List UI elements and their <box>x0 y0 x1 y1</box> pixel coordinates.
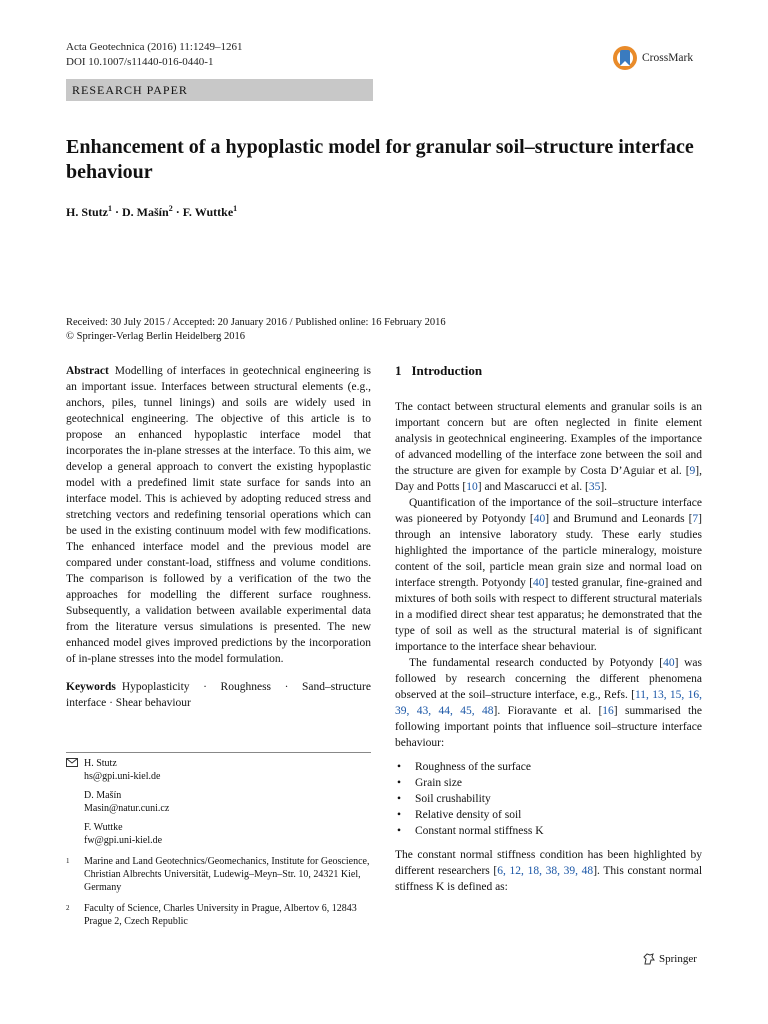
text-run: ] through an intensive laboratory study. These early studies highlighted the importance of the particle mineralogy, moisture content of the soil, particle mean grain size and normal load on interface strength. Potyondy [ <box>395 513 702 589</box>
author-name[interactable]: H. Stutz <box>66 205 108 219</box>
abstract-label: Abstract <box>66 365 109 377</box>
list-item: • Soil crushability <box>395 791 702 807</box>
author-name[interactable]: D. Mašín <box>122 205 169 219</box>
author-name[interactable]: F. Wuttke <box>182 205 234 219</box>
doi[interactable]: DOI 10.1007/s11440-016-0440-1 <box>66 56 214 68</box>
affiliation <box>66 855 371 894</box>
text-run: ] summarised the following important points that influence soil–structure interface behaviour: <box>395 705 703 749</box>
contact-name: H. Stutz <box>84 758 117 769</box>
publisher-name: Springer <box>659 953 697 965</box>
list-item: • Roughness of the surface <box>395 759 702 775</box>
citation-link[interactable]: 9 <box>689 465 696 477</box>
contact-name: F. Wuttke <box>84 822 123 833</box>
right-column <box>395 363 702 895</box>
paper-title: Enhancement of a hypoplastic model for granular soil–structure interface behaviour <box>66 136 694 183</box>
affiliation-mark: 1 <box>108 204 112 213</box>
crossmark-label: CrossMark <box>642 52 694 64</box>
journal-citation: Acta Geotechnica (2016) 11:1249–1261 <box>66 41 243 53</box>
affiliation-number: 1 <box>66 857 70 865</box>
citation-link[interactable]: 40 <box>533 577 545 589</box>
left-column <box>66 363 371 711</box>
citation-link[interactable]: 40 <box>663 657 675 669</box>
section-bar: RESEARCH PAPER <box>66 79 373 101</box>
text-run: ] and Brumund and Leonards [ <box>545 513 693 525</box>
text-run: The contact between structural elements and granular soils is an important concern but are often neglected in finite element analysis in geotechnical engineering. Examples of the importance of advanced modelling of the interface zone between the soil and the structure are given for example by Costa D’Aguiar et al. [ <box>395 401 702 477</box>
contact-person <box>84 821 371 847</box>
list-item: • Constant normal stiffness K <box>395 823 702 839</box>
text-run: ], Day and Potts [ <box>395 465 702 493</box>
envelope-icon <box>66 758 78 767</box>
citation-link[interactable]: 7 <box>692 513 699 525</box>
text-run: The fundamental research conducted by Potyondy [ <box>409 657 664 669</box>
text-run: Quantification of the importance of the soil–structure interface was pioneered by Potyondy [ <box>395 497 702 525</box>
text-run: ]. This constant normal stiffness K is defined as: <box>395 865 703 893</box>
text-run: ] tested granular, fine-grained and mixtures of both soils with respect to different structural materials in a modified direct shear test apparatus; he demonstrated that the type of soil as well as the structural material is of significant importance to the interface shear behaviour. <box>395 577 702 653</box>
abstract <box>66 363 371 667</box>
citation-link[interactable]: 16 <box>602 705 614 717</box>
paragraph <box>395 399 702 495</box>
citation-link[interactable]: 6, 12, 18, 38, 39, 48 <box>497 865 594 877</box>
paragraph <box>395 655 702 751</box>
text-run: The constant normal stiffness condition has been highlighted by different researchers [ <box>395 849 702 877</box>
author-separator: · <box>112 205 123 219</box>
contact-person <box>84 789 371 815</box>
citation-link[interactable]: 35 <box>588 481 601 493</box>
section-heading <box>395 363 702 379</box>
author-separator: · <box>172 205 183 219</box>
text-run: ] was followed by research concerning the different phenomena observed at the soil–structure interface, e.g., Refs. [ <box>395 657 702 701</box>
divider <box>66 752 371 753</box>
springer-horse-icon <box>642 952 656 966</box>
contact-name: D. Mašín <box>84 790 122 801</box>
affiliation <box>66 902 371 928</box>
history-dates: Received: 30 July 2015 / Accepted: 20 January 2016 / Published online: 16 February 2016 <box>66 317 446 328</box>
affiliation-text: Faculty of Science, Charles University in Prague, Albertov 6, 12843 Prague 2, Czech Republic <box>84 903 357 927</box>
keywords <box>66 679 371 711</box>
list-item: • Grain size <box>395 775 702 791</box>
keywords-label: Keywords <box>66 681 116 693</box>
crossmark-icon <box>612 41 638 75</box>
text-run: ]. <box>600 481 608 493</box>
author-list <box>66 204 237 220</box>
affiliation-mark: 2 <box>168 204 173 213</box>
abstract-text: Modelling of interfaces in geotechnical engineering is an important issue. Interfaces between structural elements (e.g., anchors, piles, tunnel linings) and soils are widely used in geotechnical engineering. The objective of this article is to propose an enhanced hypoplastic interface model that incorporates the in-plane stresses at the interface. To this aim, we develop a general approach to convert the existing hypoplastic model with a predefined limit state surface for sands into an interface model. This is achieved by adopting reduced stress and stretching vectors and redefining tensorial operations which can be used in the existing continuum model with few modifications. The enhanced interface model and the previous model are compared under constant-load, stiffness and volume conditions. The comparison is followed by a verification of the two the approaches for modelling the different surface roughness. Subsequently, a validation between available experimental data from the literature versus simulations is presented. The new enhanced model gives improved predictions by the incorporation of in-plane stresses into the model formulation. <box>66 365 371 665</box>
publication-dates <box>66 316 446 344</box>
paragraph <box>395 847 702 895</box>
paragraph <box>395 495 702 655</box>
section-title: Introduction <box>411 363 483 378</box>
affiliation-mark: 1 <box>233 204 238 213</box>
contact-email[interactable]: hs@gpi.uni-kiel.de <box>84 771 161 782</box>
section-number: 1 <box>395 363 402 378</box>
affiliation-number: 2 <box>66 904 70 912</box>
bullet-list <box>395 759 702 839</box>
publisher-logo <box>642 952 697 966</box>
copyright: © Springer-Verlag Berlin Heidelberg 2016 <box>66 331 246 342</box>
text-run: ]. Fioravante et al. [ <box>493 705 603 717</box>
list-item: • Relative density of soil <box>395 807 702 823</box>
contact-email[interactable]: fw@gpi.uni-kiel.de <box>84 835 163 846</box>
citation-link[interactable]: 11, 13, 15, 16, 39, 43, 44, 45, 48 <box>395 689 702 717</box>
crossmark-badge[interactable] <box>612 40 712 76</box>
citation-link[interactable]: 40 <box>533 513 546 525</box>
journal-info <box>66 40 242 70</box>
affiliation-text: Marine and Land Geotechnics/Geomechanics, Institute for Geoscience, Christian Albrechts Universität, Ludewig–Meyn–Str. 10, 24321 Kiel, Germany <box>84 856 370 893</box>
citation-link[interactable]: 10 <box>466 481 478 493</box>
contact-email[interactable]: Masin@natur.cuni.cz <box>84 803 170 814</box>
correspondence-block <box>66 752 371 928</box>
keywords-text: Hypoplasticity · Roughness · Sand–structure interface · Shear behaviour <box>66 681 371 709</box>
contact-person <box>84 757 371 783</box>
text-run: ] and Mascarucci et al. [ <box>477 481 589 493</box>
